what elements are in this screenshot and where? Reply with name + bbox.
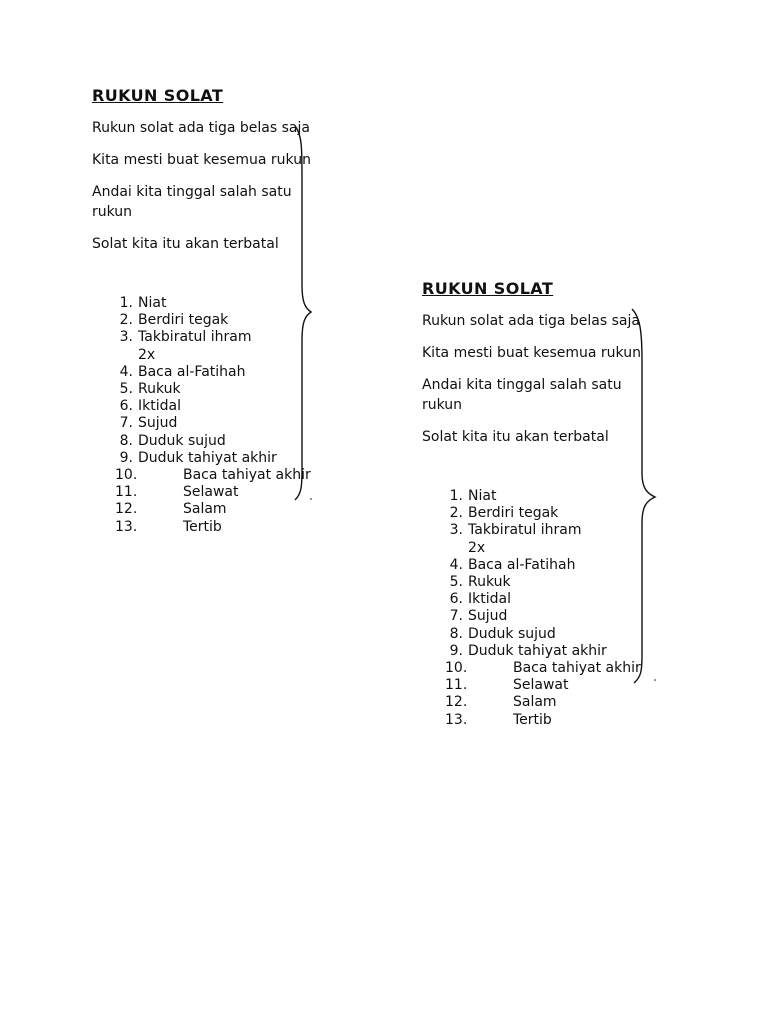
item-number: 12.: [115, 501, 138, 518]
curly-brace-left: [285, 120, 325, 510]
item-number: 6.: [449, 591, 463, 608]
paragraph-2: Kita mesti buat kesemua rukun: [422, 345, 641, 361]
item-number: 7.: [449, 608, 463, 625]
item-text: Iktidal: [468, 591, 511, 608]
item-text: Niat: [138, 295, 167, 311]
item-number: 13.: [445, 711, 468, 728]
item-number: 5.: [449, 574, 463, 591]
item-text: Selawat: [183, 484, 239, 501]
item-text: Berdiri tegak: [138, 312, 229, 329]
item-number: 10.: [115, 467, 138, 484]
item-number: 9.: [449, 642, 463, 659]
item-text: Baca al-Fatihah: [468, 556, 576, 573]
item-number: 9.: [119, 449, 133, 466]
item-text: Salam: [513, 694, 557, 711]
item-text: Sujud: [468, 608, 508, 625]
item-number: 2.: [119, 312, 133, 329]
paragraph-3: Andai kita tinggal salah satu rukun: [422, 377, 622, 413]
paragraph-1: Rukun solat ada tiga belas saja: [92, 120, 310, 136]
item-number: 4.: [449, 556, 463, 573]
item-number: 10.: [445, 660, 468, 677]
item-number: 1.: [449, 488, 463, 504]
item-text: Takbiratul ihram: [138, 329, 252, 346]
item-number: 5.: [119, 381, 133, 398]
paragraph-4: Solat kita itu akan terbatal: [422, 429, 609, 445]
page-title: RUKUN SOLAT: [422, 279, 554, 298]
list-item-continuation: 2x: [138, 346, 156, 363]
item-text: Duduk sujud: [468, 625, 556, 642]
paragraph-4: Solat kita itu akan terbatal: [92, 236, 279, 252]
item-number: 11.: [445, 677, 468, 694]
item-text: Tertib: [513, 711, 552, 728]
paragraph-1: Rukun solat ada tiga belas saja: [422, 313, 640, 329]
item-text: Selawat: [513, 677, 569, 694]
item-text: Sujud: [138, 415, 178, 432]
item-text: Duduk tahiyat akhir: [138, 449, 277, 466]
curly-brace-right: [628, 305, 668, 695]
item-number: 3.: [119, 329, 133, 346]
item-number: 8.: [119, 432, 133, 449]
item-number: 13.: [115, 518, 138, 535]
item-number: 6.: [119, 398, 133, 415]
item-text: Duduk sujud: [138, 432, 226, 449]
item-number: 12.: [445, 694, 468, 711]
item-number: 3.: [449, 522, 463, 539]
item-number: 2.: [449, 505, 463, 522]
item-text: Rukuk: [468, 574, 511, 591]
item-text: Baca tahiyat akhir: [183, 467, 311, 484]
paragraph-3: Andai kita tinggal salah satu rukun: [92, 184, 292, 220]
list-item: [422, 712, 672, 729]
item-text: Salam: [183, 501, 227, 518]
paragraph-2: Kita mesti buat kesemua rukun: [92, 152, 311, 168]
item-text: Iktidal: [138, 398, 181, 415]
item-number: 7.: [119, 415, 133, 432]
item-number: 1.: [119, 295, 133, 311]
item-number: 11.: [115, 484, 138, 501]
item-number: 4.: [119, 363, 133, 380]
list-item: [422, 694, 672, 711]
page-title: RUKUN SOLAT: [92, 86, 224, 105]
item-text: Duduk tahiyat akhir: [468, 642, 607, 659]
item-text: Baca tahiyat akhir: [513, 660, 641, 677]
list-item-continuation: 2x: [468, 539, 486, 556]
list-item: [92, 519, 342, 536]
item-text: Rukuk: [138, 381, 181, 398]
item-text: Niat: [468, 488, 497, 504]
item-number: 8.: [449, 625, 463, 642]
item-text: Tertib: [183, 518, 222, 535]
item-text: Takbiratul ihram: [468, 522, 582, 539]
item-text: Baca al-Fatihah: [138, 363, 246, 380]
item-text: Berdiri tegak: [468, 505, 559, 522]
